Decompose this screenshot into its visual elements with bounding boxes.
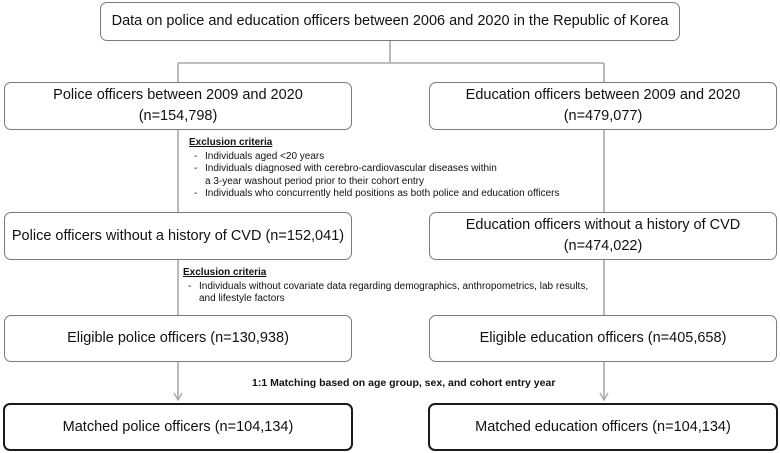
police-eligible-text: Eligible police officers (n=130,938)	[67, 330, 289, 346]
exclusion-criteria-2-title: Exclusion criteria	[183, 267, 267, 278]
source-data-box	[100, 2, 680, 41]
police-cohort-box	[4, 82, 352, 130]
police-cohort-label: Police officers between 2009 and 2020	[53, 87, 303, 103]
exclusion-criteria-1-item: - Individuals who concurrently held positions as both police and education officers	[189, 188, 619, 201]
police-eligible-box	[4, 315, 352, 362]
exclusion-criteria-1-item: - Individuals diagnosed with cerebro-cardiovascular diseases within a 3-year washout period prior to their cohort entry	[189, 163, 505, 188]
education-no-cvd-count: (n=474,022)	[563, 238, 643, 254]
education-matched-box	[428, 403, 778, 451]
education-cohort-box	[429, 82, 777, 130]
education-eligible-text: Eligible education officers (n=405,658)	[479, 330, 727, 346]
police-no-cvd-box	[4, 212, 352, 260]
source-data-text: Data on police and education officers between 2006 and 2020 in the Republic of Korea	[111, 13, 669, 29]
exclusion-criteria-2	[183, 267, 593, 306]
exclusion-criteria-1-item: - Individuals aged <20 years	[189, 151, 619, 164]
education-no-cvd-label: Education officers without a history of CVD	[465, 217, 741, 233]
police-cohort-count: (n=154,798)	[138, 108, 218, 124]
police-no-cvd-text: Police officers without a history of CVD (n=152,041)	[11, 227, 345, 244]
matching-note: 1:1 Matching based on age group, sex, and cohort entry year	[252, 377, 556, 389]
education-cohort-label: Education officers between 2009 and 2020	[465, 87, 741, 103]
police-matched-text: Matched police officers (n=104,134)	[62, 418, 294, 435]
education-matched-text: Matched education officers (n=104,134)	[475, 418, 731, 435]
police-matched-box	[3, 403, 353, 451]
exclusion-criteria-2-item: - Individuals without covariate data regarding demographics, anthropometrics, lab results, and lifestyle factors	[183, 281, 589, 306]
education-eligible-box	[429, 315, 777, 362]
exclusion-criteria-1-title: Exclusion criteria	[189, 137, 273, 148]
education-no-cvd-box	[429, 212, 777, 260]
exclusion-criteria-1	[189, 137, 619, 201]
education-cohort-count: (n=479,077)	[563, 108, 643, 124]
connector-top-split	[178, 41, 604, 82]
